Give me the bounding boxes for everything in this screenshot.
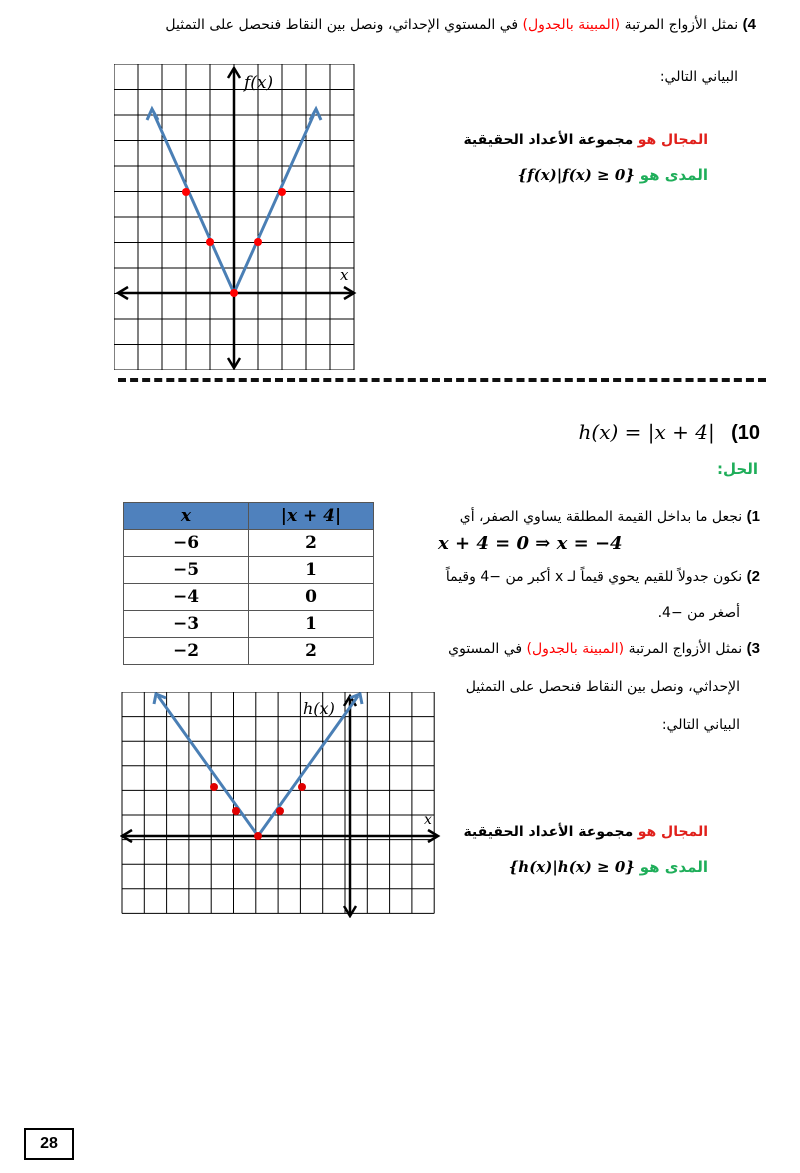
step1-equation: x + 4 = 0 ⇒ x = −4	[438, 533, 623, 554]
step2-line1	[360, 562, 760, 592]
graph-h-x-label: x	[424, 812, 432, 828]
step3-line1	[360, 634, 760, 664]
step3-line2: الإحداثي، ونصل بين النقاط فنحصل على التمثيل	[465, 679, 740, 695]
range-a	[518, 166, 708, 184]
graph-f-y-label: f(x)	[244, 73, 274, 93]
step4-text-highlight: (المبينة بالجدول)	[522, 17, 621, 33]
table-cell-value: 2	[249, 530, 374, 557]
step4-number: 4)	[742, 16, 756, 33]
section-divider	[118, 378, 766, 382]
table-cell-value: 1	[249, 557, 374, 584]
graph-h	[120, 692, 442, 918]
range-b	[509, 858, 708, 876]
domain-a-value: مجموعة الأعداد الحقيقية	[463, 132, 634, 148]
graph-f-point	[230, 289, 238, 297]
step3-text-highlight: (المبينة بالجدول)	[526, 641, 625, 657]
values-table-header-x: x	[124, 503, 249, 530]
step4-text-before: نمثل الأزواج المرتبة	[624, 17, 739, 33]
range-a-label: المدى هو	[639, 166, 708, 184]
step1-number: 1)	[746, 508, 760, 525]
step2-line2: أصغر من −4.	[657, 605, 740, 621]
step1-text: نجعل ما بداخل القيمة المطلقة يساوي الصفر، أي	[459, 509, 743, 525]
table-row	[124, 530, 374, 557]
domain-a-label: المجال هو	[637, 132, 708, 148]
values-table-header-abs: |x + 4|	[249, 503, 374, 530]
problem-10	[579, 420, 760, 445]
step4-line2: البياني التالي:	[659, 69, 738, 85]
table-cell-x: −4	[124, 584, 249, 611]
step3-line3: البياني التالي:	[661, 717, 740, 733]
table-cell-x: −3	[124, 611, 249, 638]
values-table-header-row	[124, 503, 374, 530]
graph-f-y-axis	[228, 68, 240, 368]
step4-text-after: في المستوي الإحداثي، ونصل بين النقاط فنحصل على التمثيل	[165, 17, 519, 33]
domain-a	[463, 132, 708, 148]
graph-h-point	[298, 783, 306, 791]
domain-b	[463, 824, 708, 840]
graph-f-point	[254, 238, 262, 246]
table-cell-x: −2	[124, 638, 249, 665]
graph-h-point	[232, 807, 240, 815]
step3-text-after: في المستوي	[448, 641, 523, 657]
table-row	[124, 638, 374, 665]
graph-h-y-axis	[344, 696, 356, 916]
table-row	[124, 584, 374, 611]
step3-number: 3)	[746, 640, 760, 657]
step4-line1	[36, 10, 756, 40]
step3-text-before: نمثل الأزواج المرتبة	[628, 641, 743, 657]
graph-f	[114, 64, 360, 370]
step2-text: نكون جدولاً للقيم يحوي قيماً لـ x أكبر من −4 وقيماً	[445, 569, 743, 585]
table-cell-value: 2	[249, 638, 374, 665]
graph-h-point	[210, 783, 218, 791]
problem-10-number: (10	[731, 422, 760, 444]
graph-f-point	[278, 188, 286, 196]
table-cell-x: −5	[124, 557, 249, 584]
range-b-label: المدى هو	[639, 858, 708, 876]
graph-h-point	[276, 807, 284, 815]
page-number: 28	[24, 1128, 74, 1160]
table-cell-x: −6	[124, 530, 249, 557]
step1-line1	[400, 502, 760, 532]
domain-b-label: المجال هو	[637, 824, 708, 840]
graph-f-point	[182, 188, 190, 196]
graph-h-y-label: h(x)	[303, 699, 335, 718]
graph-f-point	[206, 238, 214, 246]
range-b-value: {h(x)|h(x) ≥ 0}	[508, 858, 635, 876]
solution-label: الحل:	[717, 460, 758, 478]
range-a-value: {f(x)|f(x) ≥ 0}	[517, 166, 635, 184]
step2-number: 2)	[746, 568, 760, 585]
domain-b-value: مجموعة الأعداد الحقيقية	[463, 824, 634, 840]
graph-f-x-label: x	[340, 266, 349, 284]
values-table	[123, 502, 374, 665]
table-row	[124, 557, 374, 584]
table-cell-value: 0	[249, 584, 374, 611]
graph-h-grid	[122, 692, 434, 913]
graph-h-point	[254, 832, 262, 840]
graph-h-x-axis	[122, 830, 438, 842]
table-cell-value: 1	[249, 611, 374, 638]
problem-10-function: h(x) = |x + 4|	[578, 420, 715, 444]
table-row	[124, 611, 374, 638]
